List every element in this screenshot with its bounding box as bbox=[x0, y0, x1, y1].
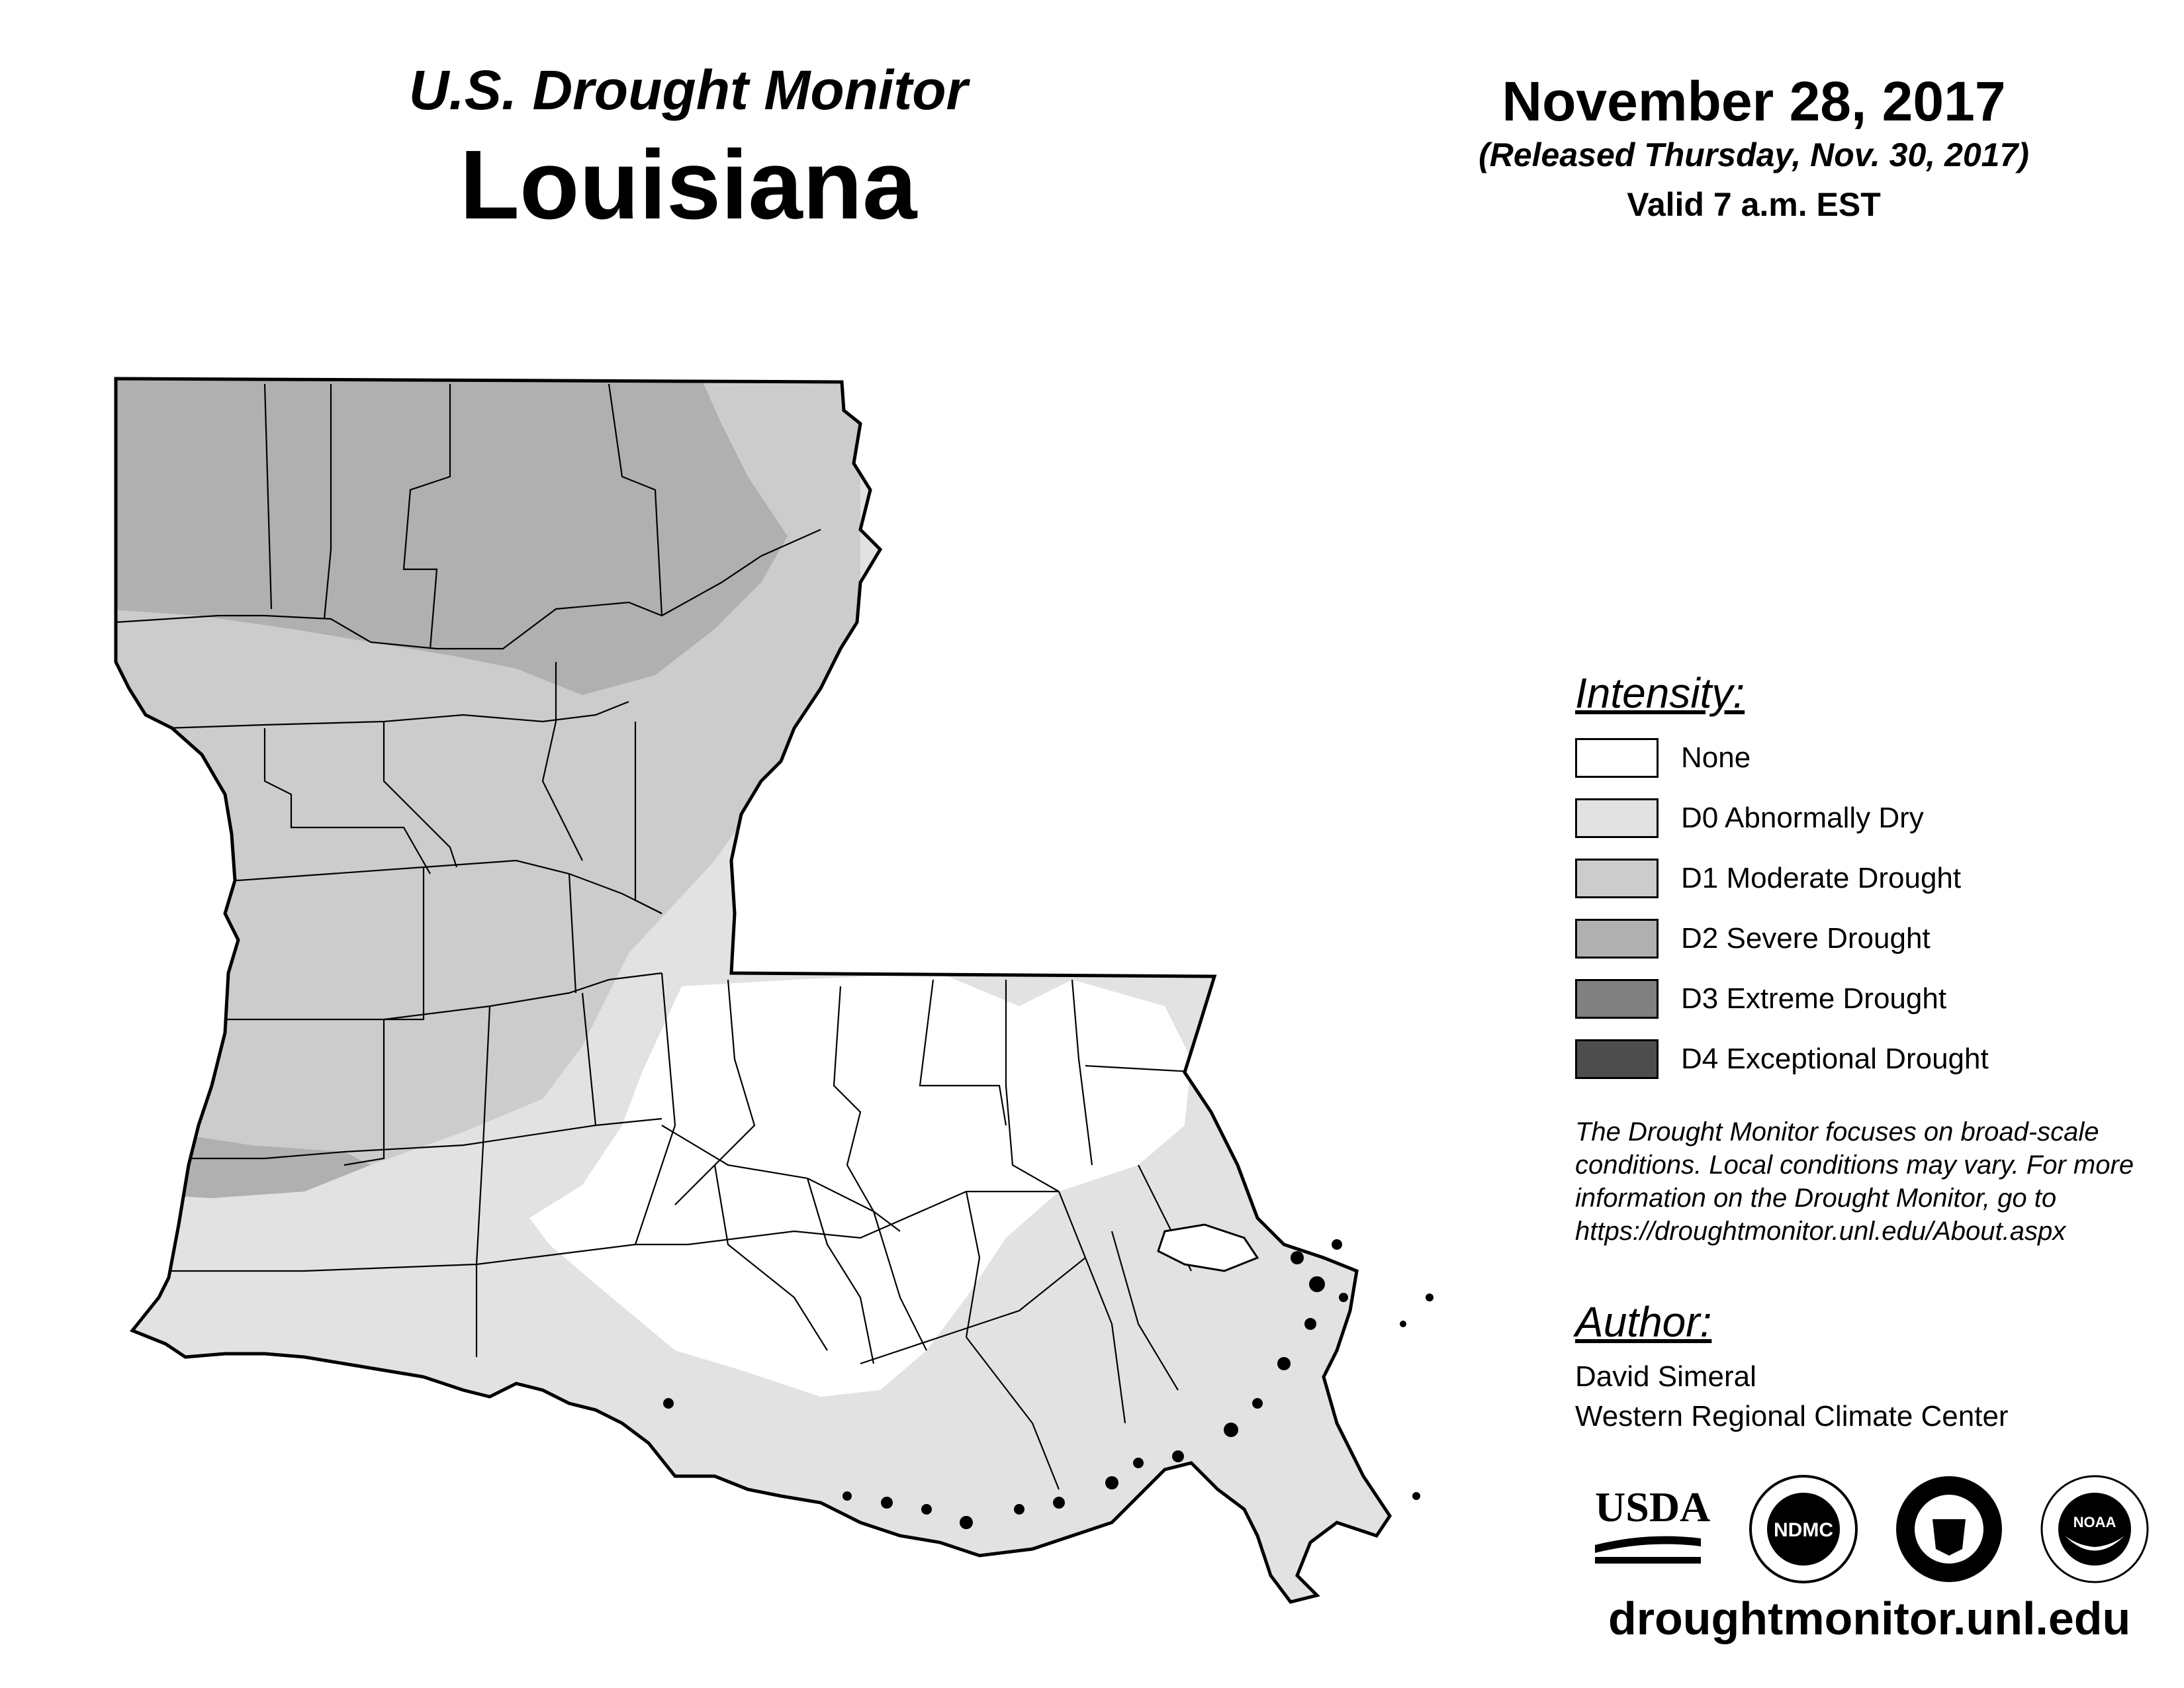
author-organization: Western Regional Climate Center bbox=[1575, 1400, 2009, 1432]
legend-swatch bbox=[1575, 859, 1659, 898]
disclaimer-note: The Drought Monitor focuses on broad-scale conditions. Local conditions may vary. For more information on the Drought Monitor, go to https://droughtmonitor.unl.edu/About.aspx bbox=[1575, 1117, 2134, 1246]
usda-logo bbox=[1595, 1483, 1711, 1562]
legend-label: D3 Extreme Drought bbox=[1681, 982, 1947, 1015]
noaa-logo-text: NOAA bbox=[2073, 1514, 2116, 1530]
ndmc-logo bbox=[1747, 1473, 1860, 1585]
map-title-source: U.S. Drought Monitor bbox=[408, 59, 968, 121]
author-name: David Simeral bbox=[1575, 1360, 1756, 1393]
legend-label: D2 Severe Drought bbox=[1681, 922, 1931, 955]
legend-swatch bbox=[1575, 798, 1659, 838]
ndmc-logo-text: NDMC bbox=[1774, 1519, 1833, 1541]
release-date: (Released Thursday, Nov. 30, 2017) bbox=[1479, 136, 2029, 173]
legend-label: D4 Exceptional Drought bbox=[1681, 1043, 1989, 1075]
usda-swoosh-icon bbox=[1595, 1532, 1701, 1565]
map-date: November 28, 2017 bbox=[1502, 70, 2006, 132]
legend-label: D1 Moderate Drought bbox=[1681, 862, 1962, 894]
noaa-logo bbox=[2038, 1473, 2151, 1585]
legend-label: D0 Abnormally Dry bbox=[1681, 802, 1924, 834]
legend-label: None bbox=[1681, 741, 1751, 774]
legend-swatch bbox=[1575, 919, 1659, 959]
author-heading: Author: bbox=[1575, 1298, 1712, 1346]
usda-logo-text: USDA bbox=[1595, 1483, 1711, 1530]
map-title-state: Louisiana bbox=[459, 130, 917, 240]
valid-time: Valid 7 a.m. EST bbox=[1627, 186, 1881, 223]
legend-swatch bbox=[1575, 1039, 1659, 1079]
legend-swatch bbox=[1575, 979, 1659, 1019]
legend-title: Intensity: bbox=[1575, 669, 1745, 717]
website-url[interactable]: droughtmonitor.unl.edu bbox=[1608, 1593, 2131, 1644]
legend-swatch bbox=[1575, 738, 1659, 778]
commerce-logo bbox=[1893, 1473, 2005, 1585]
